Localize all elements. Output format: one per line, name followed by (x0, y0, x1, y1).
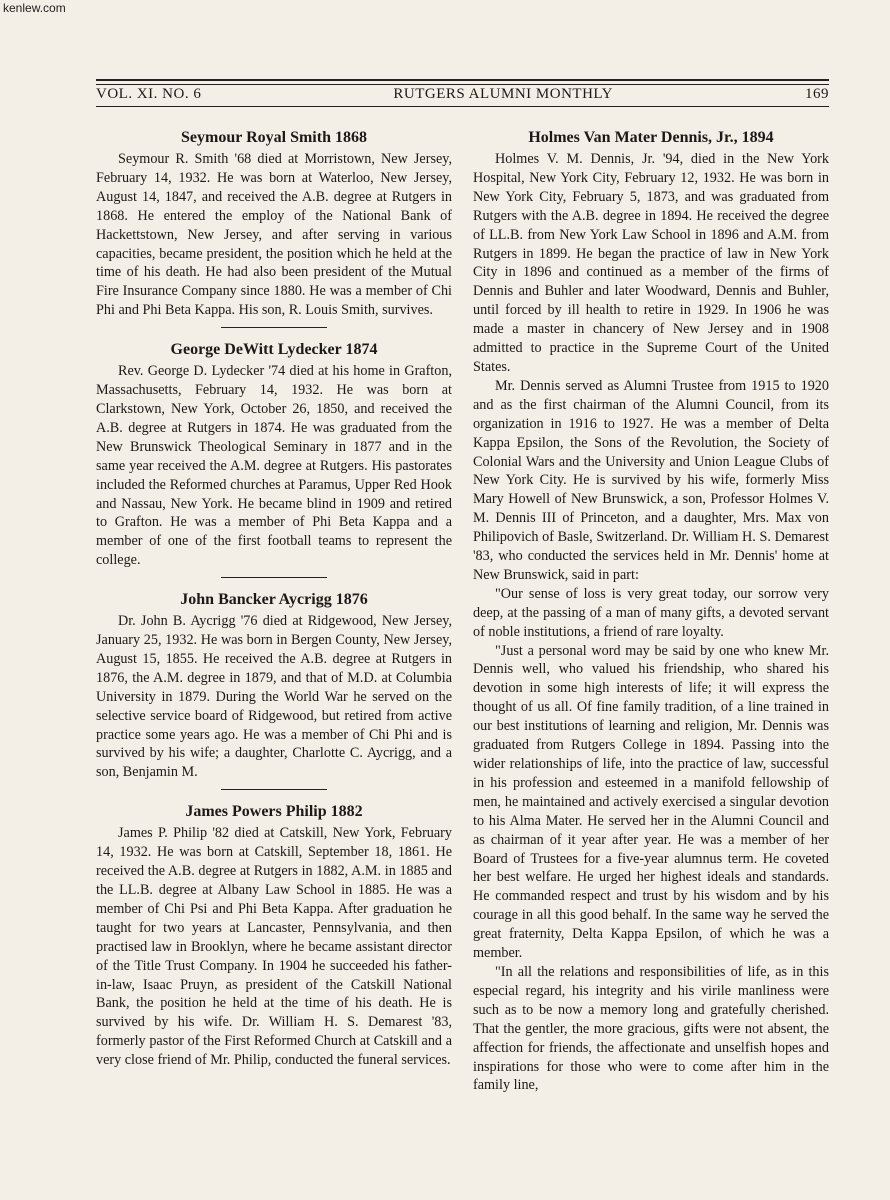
article-paragraph: "Our sense of loss is very great today, our sorrow very deep, at the passing of a man of many gifts, a devoted servant of noble institutions, a friend of rare loyalty. (473, 585, 829, 640)
volume-number: VOL. XI. NO. 6 (96, 86, 202, 102)
article-paragraph: Holmes V. M. Dennis, Jr. '94, died in the New York Hospital, New York City, February 12, 1932. He was born in New York City, February 5, 1873, and was graduated from Rutgers with the A.B. degree in 1894. He received the degree of LL.B. from New York Law School in 1896 and A.M. from Rutgers in 1899. He began the practice of law in New York City in 1896 and continued as a member of the firms of Dennis and Buhler and later Woodward, Dennis and Buhler, until forced by ill health to retire in 1929. In 1906 he was made a master in chancery of New Jersey and in 1908 admitted to practice in the Supreme Court of the United States. (473, 151, 829, 375)
obituary-aycrigg (96, 590, 452, 782)
obituary-smith (96, 128, 452, 320)
article-paragraph: James P. Philip '82 died at Catskill, New York, February 14, 1932. He was born at Catskill, September 18, 1861. He received the A.B. degree at Rutgers in 1882, A.M. in 1885 and the LL.B. degree at Albany Law School in 1885. He was a member of Chi Psi and Phi Beta Kappa. After graduation he taught for two years at Lancaster, Pennsylvania, and then practised law in Brooklyn, where he became assistant director of the Title Trust Company. In 1904 he succeeded his father-in-law, Isaac Pruyn, as president of the Catskill National Bank, the position he held at the time of his death. He is survived by his wife. Dr. William H. S. Demarest '83, formerly pastor of the First Reformed Church at Catskill and a very close friend of Mr. Philip, conducted the funeral services. (96, 825, 452, 1069)
article-title: George DeWitt Lydecker 1874 (170, 341, 378, 359)
article-title: John Bancker Aycrigg 1876 (180, 591, 368, 609)
article-paragraph: "Just a personal word may be said by one who knew Mr. Dennis well, who valued his friendship, who shared his devotion in some high interests of life; it will express the thought of us all. Of fine family tradition, of a line trained in our best institutions of learning and religion, Mr. Dennis was graduated from Rutgers College in 1894. Passing into the wider relationships of life, into the practice of law, successful in his profession and esteemed in a manifold fellowship of men, he maintained and actively exercised a singular devotion to his Alma Mater. He served her in the Alumni Council and as chairman of it year after year. He was a member of her Board of Trustees for a five-year alumnus term. He coveted her best welfare. He urged her highest ideals and standards. He commanded respect and trust by his wisdom and by his courage in all this good behalf. In the same way he served the great fraternity, Delta Kappa Epsilon, of which he was a member. (473, 642, 829, 962)
section-divider (221, 327, 327, 328)
article-paragraph: Mr. Dennis served as Alumni Trustee from 1915 to 1920 and as the first chairman of the Alumni Council, from its organization in 1916 to 1927. He was a member of Delta Kappa Epsilon, the Sons of the Revolution, the Society of Colonial Wars and the University and Union League Clubs of New York City. He is survived by his wife, formerly Miss Mary Howell of New Brunswick, a son, Professor Holmes V. M. Dennis III of Princeton, and a daughter, Mrs. Max von Philipovich of Basle, Switzerland. Dr. William H. S. Demarest '83, who conducted the services held in Mr. Dennis' home at New Brunswick, said in part: (473, 377, 829, 583)
article-paragraph: "In all the relations and responsibilities of life, as in this especial regard, his integrity and his virile manliness were such as to be now a memory long and gratefully cherished. That the gentler, the more gracious, gifts were not absent, the affection for friends, the affectionate and unselfish hopes and inspirations for those who were to come after him in the family line, (473, 963, 829, 1094)
watermark: kenlew.com (3, 1, 66, 15)
left-column (96, 124, 452, 1070)
page-number: 169 (804, 86, 829, 102)
article-paragraph: Rev. George D. Lydecker '74 died at his home in Grafton, Massachusetts, February 14, 1932. He was born at Clarkstown, New York, October 26, 1850, and received the A.B. degree at Rutgers in 1874. He was graduated from the New Brunswick Theological Seminary in 1877 and in the same year received the A.M. degree at Rutgers. His pastorates included the Reformed churches at Paramus, Upper Red Hook and Nassau, New York. He became blind in 1909 and retired to Grafton. He was a member of Phi Beta Kappa and a member of one of the first football teams to represent the college. (96, 363, 452, 569)
right-column (473, 124, 829, 1095)
obituary-dennis (473, 128, 829, 1095)
article-paragraph: Dr. John B. Aycrigg '76 died at Ridgewood, New Jersey, January 25, 1932. He was born in Bergen County, New Jersey, August 15, 1855. He received the A.B. degree at Rutgers in 1876, the A.M. degree in 1879, and that of M.D. at Columbia University in 1879. During the World War he served on the selective service board of Ridgewood, but retired from active practice some years ago. He was a member of Chi Phi and is survived by his wife; a daughter, Charlotte C. Aycrigg, and a son, Benjamin M. (96, 613, 452, 781)
article-title: Seymour Royal Smith 1868 (181, 129, 367, 146)
article-title: Holmes Van Mater Dennis, Jr., 1894 (528, 129, 774, 146)
publication-title: RUTGERS ALUMNI MONTHLY (393, 86, 613, 102)
obituary-philip (96, 802, 452, 1070)
article-paragraph: Seymour R. Smith '68 died at Morristown, New Jersey, February 14, 1932. He was born at Waterloo, New Jersey, August 14, 1847, and received the A.B. degree at Rutgers in 1868. He entered the employ of the National Bank of Hackettstown, New Jersey, and after serving in various capacities, became president, the position which he held at the time of his death. He had also been president of the Mutual Fire Insurance Company since 1880. He was a member of Chi Phi and Phi Beta Kappa. His son, R. Louis Smith, survives. (96, 151, 452, 319)
obituary-lydecker (96, 340, 452, 570)
section-divider (221, 789, 327, 790)
section-divider (221, 577, 327, 578)
page-header (96, 79, 829, 107)
article-title: James Powers Philip 1882 (185, 803, 363, 821)
